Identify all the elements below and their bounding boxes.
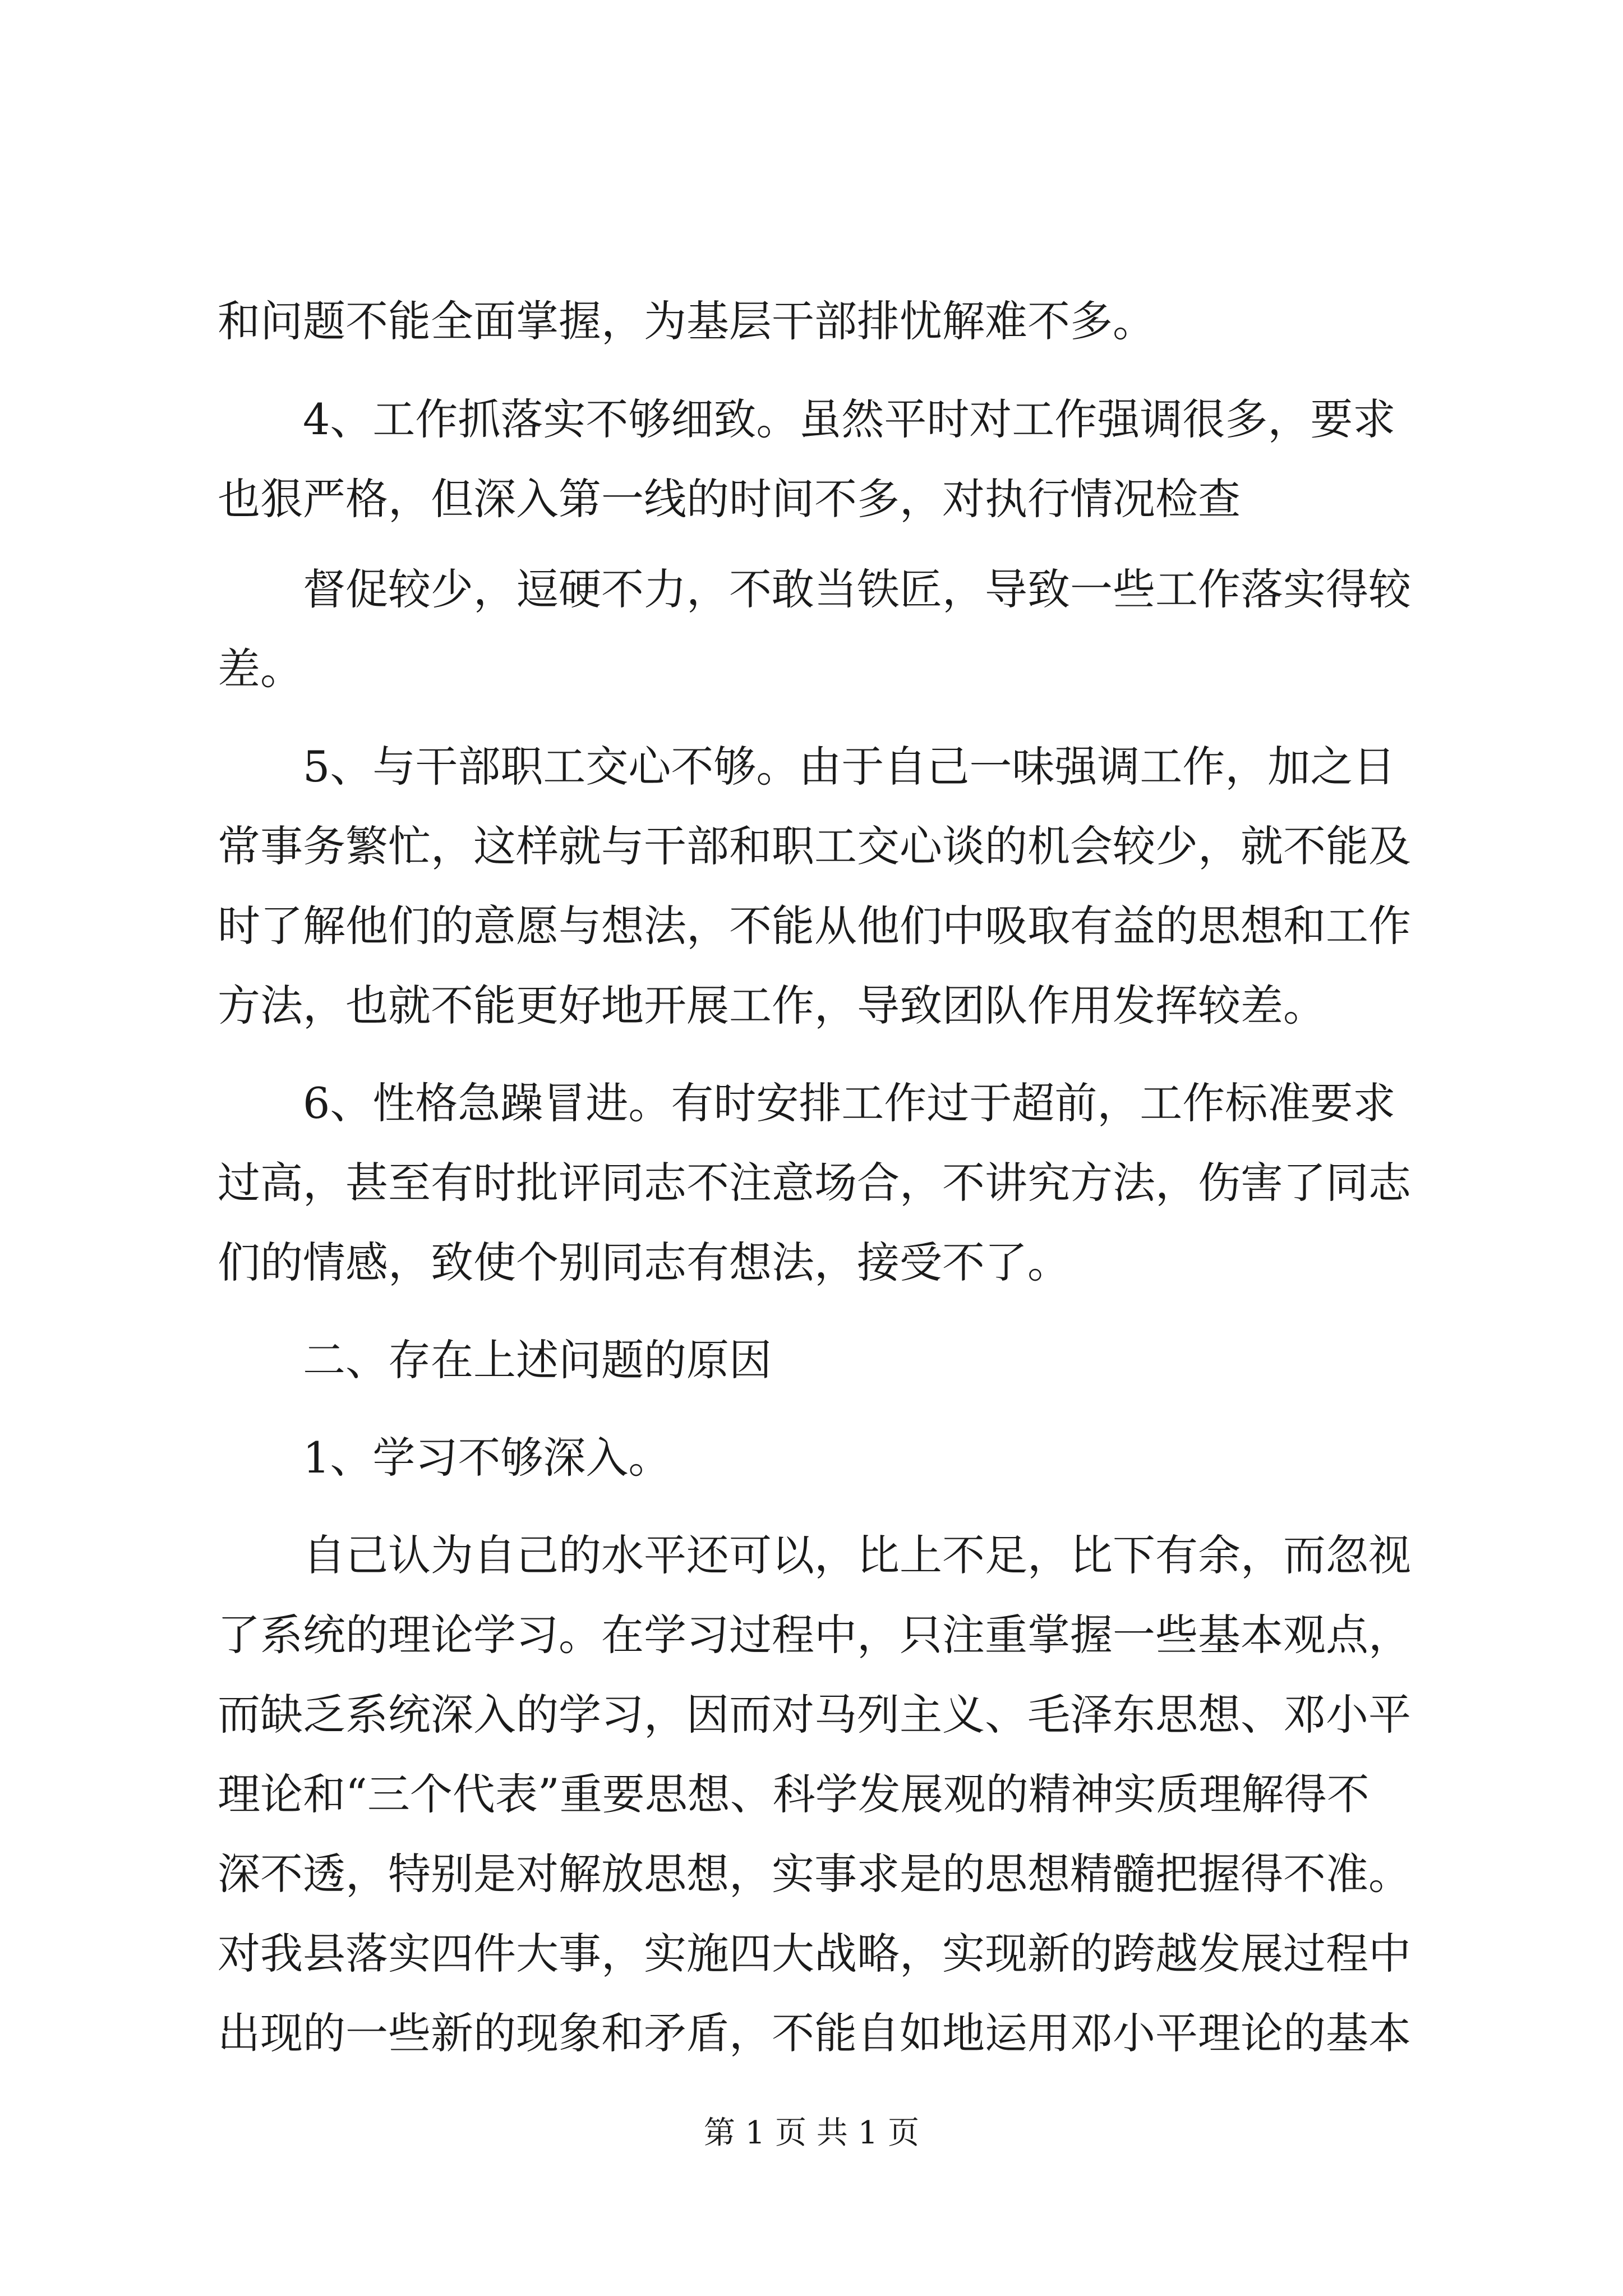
text-line: 自己认为自己的水平还可以，比上不足，比下有余，而忽视: [303, 1530, 1411, 1580]
text-line: 理论和“三个代表”重要思想、科学发展观的精神实质理解得不: [218, 1769, 1370, 1819]
section-heading: 二、存在上述问题的原因: [303, 1335, 772, 1385]
text-line: 对我县落实四件大事，实施四大战略，实现新的跨越发展过程中: [218, 1929, 1411, 1978]
text-line: 时了解他们的意愿与想法，不能从他们中吸取有益的思想和工作: [218, 901, 1411, 951]
text-line: 方法，也就不能更好地开展工作，导致团队作用发挥较差。: [218, 981, 1326, 1030]
text-line: 和问题不能全面掌握，为基层干部排忧解难不多。: [218, 296, 1155, 346]
page-number: 第 1 页 共 1 页: [703, 2115, 920, 2151]
text-line: 6、性格急躁冒进。有时安排工作过于超前，工作标准要求: [303, 1078, 1396, 1128]
text-line: 了系统的理论学习。在学习过程中，只注重掌握一些基本观点，: [218, 1610, 1411, 1660]
text-line: 而缺乏系统深入的学习，因而对马列主义、毛泽东思想、邓小平: [218, 1690, 1411, 1740]
text-line: 们的情感，致使个别同志有想法，接受不了。: [218, 1237, 1070, 1287]
text-line: 督促较少，逗硬不力，不敢当铁匠，导致一些工作落实得较: [303, 564, 1411, 614]
text-line: 常事务繁忙，这样就与干部和职工交心谈的机会较少，就不能及: [218, 821, 1411, 871]
text-line: 差。: [218, 644, 303, 694]
text-line: 过高，甚至有时批评同志不注意场合，不讲究方法，伤害了同志: [218, 1158, 1411, 1208]
text-line: 深不透，特别是对解放思想，实事求是的思想精髓把握得不准。: [218, 1849, 1411, 1899]
text-line: 出现的一些新的现象和矛盾，不能自如地运用邓小平理论的基本: [218, 2008, 1411, 2058]
subsection-heading: 1、学习不够深入。: [303, 1433, 671, 1483]
text-line: 5、与干部职工交心不够。由于自己一味强调工作，加之日: [303, 742, 1396, 792]
text-line: 也狠严格，但深入第一线的时间不多，对执行情况检查: [218, 474, 1241, 524]
text-line: 4、工作抓落实不够细致。虽然平时对工作强调很多，要求: [303, 394, 1396, 444]
